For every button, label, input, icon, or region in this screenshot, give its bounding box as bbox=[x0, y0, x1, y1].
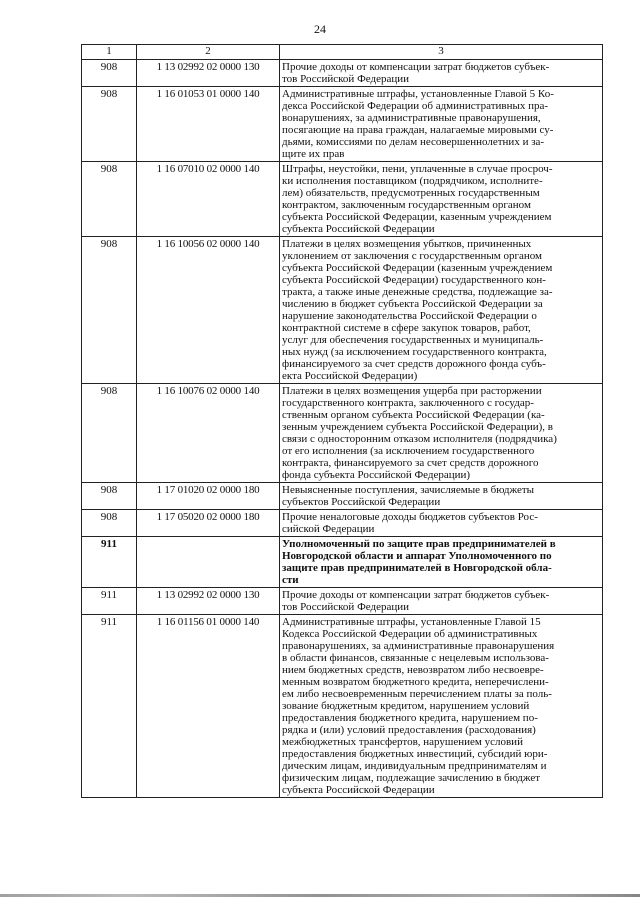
description-line: Платежи в целях возмещения ущерба при расторжении bbox=[282, 385, 542, 397]
description-line: Прочие доходы от компенсации затрат бюджетов субъек- bbox=[282, 61, 550, 73]
budget-code-cell: 1 16 10076 02 0000 140 bbox=[137, 384, 280, 483]
table-row bbox=[82, 87, 603, 162]
description-line: фонда субъекта Российской Федерации) bbox=[282, 469, 471, 481]
description-cell bbox=[280, 384, 603, 483]
description-line: Кодекса Российской Федерации об административных bbox=[282, 628, 538, 640]
description-line: связи с односторонним отказом исполнителя (подрядчика) bbox=[282, 433, 557, 445]
admin-code-cell: 911 bbox=[82, 537, 137, 588]
table-row bbox=[82, 384, 603, 483]
table-row bbox=[82, 615, 603, 798]
description-line: вонарушениях, за административные правонарушения, bbox=[282, 112, 541, 124]
budget-code-cell bbox=[137, 537, 280, 588]
budget-code-cell: 1 16 07010 02 0000 140 bbox=[137, 162, 280, 237]
description-cell bbox=[280, 87, 603, 162]
table-row bbox=[82, 60, 603, 87]
description-line: менным возвратом бюджетного кредита, неперечислени- bbox=[282, 676, 549, 688]
admin-code-cell: 911 bbox=[82, 615, 137, 798]
table-row bbox=[82, 510, 603, 537]
description-line: в области финансов, связанные с нецелевым использова- bbox=[282, 652, 549, 664]
description-line: ственным органом субъекта Российской Федерации (ка- bbox=[282, 409, 545, 421]
description-cell bbox=[280, 237, 603, 384]
table-body bbox=[82, 60, 603, 798]
description-line: лем) обязательств, предусмотренных государственным bbox=[282, 187, 540, 199]
description-line: субъекта Российской Федерации bbox=[282, 223, 435, 235]
budget-classification-table bbox=[81, 44, 603, 798]
description-line: щите их прав bbox=[282, 148, 345, 160]
description-line: Прочие доходы от компенсации затрат бюджетов субъек- bbox=[282, 589, 550, 601]
description-line: Административные штрафы, установленные Главой 5 Ко- bbox=[282, 88, 554, 100]
description-line: субъекта Российской Федерации) государственного кон- bbox=[282, 274, 546, 286]
budget-code-cell: 1 13 02992 02 0000 130 bbox=[137, 60, 280, 87]
column-header-code: 2 bbox=[137, 45, 280, 60]
description-line: правонарушениях, за административные правонарушения bbox=[282, 640, 555, 652]
description-line: Прочие неналоговые доходы бюджетов субъектов Рос- bbox=[282, 511, 538, 523]
budget-code-cell: 1 17 05020 02 0000 180 bbox=[137, 510, 280, 537]
description-line: зенным учреждением субъекта Российской Федерации), в bbox=[282, 421, 553, 433]
description-line: тов Российской Федерации bbox=[282, 73, 410, 85]
admin-code-cell: 908 bbox=[82, 60, 137, 87]
description-cell bbox=[280, 588, 603, 615]
description-line: субъекта Российской Федерации bbox=[282, 784, 435, 796]
description-line: от его исполнения (за исключением государственного bbox=[282, 445, 535, 457]
table-row bbox=[82, 537, 603, 588]
description-line: числению в бюджет субъекта Российской Федерации за bbox=[282, 298, 543, 310]
description-line: субъектов Российской Федерации bbox=[282, 496, 441, 508]
description-line: уклонением от заключения с государственным органом bbox=[282, 250, 543, 262]
description-line: контрактом, заключенным государственным органом bbox=[282, 199, 531, 211]
description-line: зование бюджетным кредитом, нарушением условий bbox=[282, 700, 530, 712]
description-line: тракта, а также иные денежные средства, подлежащие за- bbox=[282, 286, 553, 298]
table-row bbox=[82, 588, 603, 615]
description-line: ных нужд (за исключением государственного контракта, bbox=[282, 346, 547, 358]
admin-code-cell: 908 bbox=[82, 384, 137, 483]
description-line: Новгородской области и аппарат Уполномоченного по bbox=[282, 550, 552, 562]
description-cell bbox=[280, 162, 603, 237]
budget-code-cell: 1 16 01156 01 0000 140 bbox=[137, 615, 280, 798]
budget-code-cell: 1 16 01053 01 0000 140 bbox=[137, 87, 280, 162]
description-cell bbox=[280, 615, 603, 798]
admin-code-cell: 908 bbox=[82, 483, 137, 510]
description-cell bbox=[280, 537, 603, 588]
description-line: нием бюджетных средств, невозвратом либо несвоевре- bbox=[282, 664, 544, 676]
description-line: субъекта Российской Федерации (казенным учреждением bbox=[282, 262, 553, 274]
table-header-row bbox=[82, 45, 603, 60]
description-line: финансируемого за счет средств дорожного фонда субъ- bbox=[282, 358, 546, 370]
description-line: Уполномоченный по защите прав предпринимателей в bbox=[282, 538, 556, 550]
admin-code-cell: 908 bbox=[82, 237, 137, 384]
description-line: декса Российской Федерации об административных пра- bbox=[282, 100, 549, 112]
description-line: рядка и (или) условий предоставления (расходования) bbox=[282, 724, 536, 736]
description-line: сийской Федерации bbox=[282, 523, 375, 535]
description-line: посягающие на права граждан, налагаемые мировыми су- bbox=[282, 124, 554, 136]
admin-code-cell: 908 bbox=[82, 162, 137, 237]
table-row bbox=[82, 237, 603, 384]
description-line: контракта, финансируемого за счет средств дорожного bbox=[282, 457, 539, 469]
description-line: государственного контракта, заключенного с государ- bbox=[282, 397, 534, 409]
description-line: дическим лицам, индивидуальным предпринимателям и bbox=[282, 760, 547, 772]
description-line: субъекта Российской Федерации, казенным учреждением bbox=[282, 211, 552, 223]
admin-code-cell: 908 bbox=[82, 510, 137, 537]
description-line: предоставления бюджетных инвестиций, субсидий юри- bbox=[282, 748, 548, 760]
description-line: ки исполнения поставщиком (подрядчиком, исполните- bbox=[282, 175, 543, 187]
description-line: предоставления бюджетного кредита, нарушением по- bbox=[282, 712, 538, 724]
admin-code-cell: 911 bbox=[82, 588, 137, 615]
description-line: физическим лицам, подлежащие зачислению в бюджет bbox=[282, 772, 541, 784]
description-cell bbox=[280, 483, 603, 510]
description-line: услуг для обеспечения государственных и муниципаль- bbox=[282, 334, 544, 346]
description-cell bbox=[280, 60, 603, 87]
table-row bbox=[82, 483, 603, 510]
budget-code-cell: 1 16 10056 02 0000 140 bbox=[137, 237, 280, 384]
description-line: сти bbox=[282, 574, 299, 586]
description-line: Штрафы, неустойки, пени, уплаченные в случае просроч- bbox=[282, 163, 553, 175]
column-header-admin: 1 bbox=[82, 45, 137, 60]
budget-code-cell: 1 13 02992 02 0000 130 bbox=[137, 588, 280, 615]
budget-code-cell: 1 17 01020 02 0000 180 bbox=[137, 483, 280, 510]
description-line: Платежи в целях возмещения убытков, причиненных bbox=[282, 238, 532, 250]
description-line: Административные штрафы, установленные Главой 15 bbox=[282, 616, 541, 628]
description-line: межбюджетных трансфертов, нарушением условий bbox=[282, 736, 523, 748]
description-line: контрактной системе в сфере закупок товаров, работ, bbox=[282, 322, 531, 334]
description-line: екта Российской Федерации) bbox=[282, 370, 418, 382]
description-line: защите прав предпринимателей в Новгородской обла- bbox=[282, 562, 552, 574]
page-number: 24 bbox=[314, 22, 326, 36]
admin-code-cell: 908 bbox=[82, 87, 137, 162]
description-line: дьями, комиссиями по делам несовершеннолетних и за- bbox=[282, 136, 545, 148]
description-line: Невыясненные поступления, зачисляемые в бюджеты bbox=[282, 484, 535, 496]
description-line: нарушение законодательства Российской Федерации о bbox=[282, 310, 537, 322]
description-cell bbox=[280, 510, 603, 537]
column-header-description: 3 bbox=[280, 45, 603, 60]
description-line: ем либо несвоевременным перечислением платы за поль- bbox=[282, 688, 552, 700]
scan-edge-line bbox=[0, 894, 640, 897]
description-line: тов Российской Федерации bbox=[282, 601, 410, 613]
table-row bbox=[82, 162, 603, 237]
